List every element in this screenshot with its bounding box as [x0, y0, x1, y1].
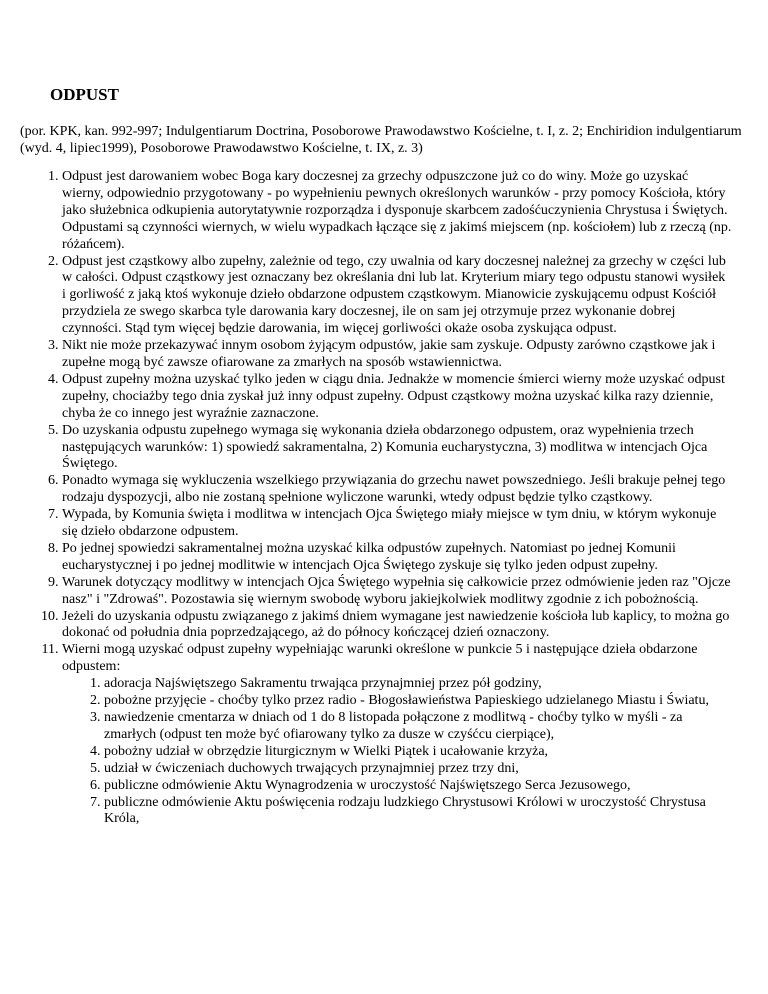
main-list	[0, 169, 760, 828]
list-item: 7. Wypada, by Komunia święta i modlitwa w intencjach Ojca Świętego miały miejsce w tym dniu, w którym wykonuje się dzieło obdarzone odpustem.	[62, 507, 760, 541]
list-item-with-sublist	[62, 642, 760, 828]
sub-list-item: 6. publiczne odmówienie Aktu Wynagrodzenia w uroczystość Najświętszego Serca Jezusowego,	[104, 778, 732, 795]
list-item: 10. Jeżeli do uzyskania odpustu związanego z jakimś dniem wymagane jest nawiedzenie kościoła lub kaplicy, to można go dokonać od południa dnia poprzedzającego, aż do północy kończącej dzień oznaczony.	[62, 609, 760, 643]
sub-list-item: 1. adoracja Najświętszego Sakramentu trwająca przynajmniej przez pół godziny,	[104, 676, 732, 693]
sub-list-item: 2. pobożne przyjęcie - choćby tylko przez radio - Błogosławieństwa Papieskiego udzielanego Miastu i Światu,	[104, 693, 732, 710]
list-item: 6. Ponadto wymaga się wykluczenia wszelkiego przywiązania do grzechu nawet powszedniego. Jeśli brakuje pełnej tego rodzaju dyspozycji, albo nie zostaną spełnione wyliczone warunki, wtedy odpust będzie tylko cząstkowy.	[62, 473, 760, 507]
list-item: 2. Odpust jest cząstkowy albo zupełny, zależnie od tego, czy uwalnia od kary doczesnej należnej za grzechy w części lub w całości. Odpust cząstkowy jest oznaczany bez określania dni lub lat. Kryterium miary tego odpustu stanowi wysiłek i gorliwość z jaką ktoś wykonuje dzieło obdarzone odpustem cząstkowym. Mianowicie zyskującemu odpust Kościół przydziela ze swego skarbca tyle darowania kary doczesnej, ile on sam jej otrzymuje przez wykonanie dobrej czynności. Stąd tym więcej będzie darowania, im więcej gorliwości okaże osoba zyskująca odpust.	[62, 254, 760, 339]
sub-list	[62, 676, 732, 828]
sub-list-item: 5. udział w ćwiczeniach duchowych trwających przynajmniej przez trzy dni,	[104, 761, 732, 778]
list-item: 5. Do uzyskania odpustu zupełnego wymaga się wykonania dzieła obdarzonego odpustem, oraz wypełnienia trzech następujących warunków: 1) spowiedź sakramentalna, 2) Komunia eucharystyczna, 3) modlitwa w intencjach Ojca Świętego.	[62, 423, 760, 474]
page-title: ODPUST	[50, 85, 119, 104]
list-item: 1. Odpust jest darowaniem wobec Boga kary doczesnej za grzechy odpuszczone już co do winy. Może go uzyskać wierny, odpowiednio przygotowany - po wypełnieniu pewnych określonych warunków - przy pomocy Kościoła, który jako służebnica odkupienia autorytatywnie rozporządza i dysponuje skarbcem zadośćuczynienia Chrystusa i Świętych. Odpustami są czynności wiernych, w wielu wypadkach łączące się z jakimś miejscem (np. kościołem) lub z rzeczą (np. różańcem).	[62, 169, 760, 254]
list-item: 3. Nikt nie może przekazywać innym osobom żyjącym odpustów, jakie sam zyskuje. Odpusty zarówno cząstkowe jak i zupełne mogą być zawsze ofiarowane za zmarłych na sposób wstawiennictwa.	[62, 338, 760, 372]
sub-list-item: 4. pobożny udział w obrzędzie liturgicznym w Wielki Piątek i ucałowanie krzyża,	[104, 744, 732, 761]
list-item: 9. Warunek dotyczący modlitwy w intencjach Ojca Świętego wypełnia się całkowicie przez odmówienie jeden raz "Ojcze nasz" i "Zdrowaś". Pozostawia się wiernym swobodę wyboru jakiejkolwiek modlitwy zgodnie z ich pobożnością.	[62, 575, 760, 609]
intro-references: (por. KPK, kan. 992-997; Indulgentiarum Doctrina, Posoborowe Prawodawstwo Kościelne, t. I, z. 2; Enchiridion indulgentiarum (wyd. 4, lipiec1999), Posoborowe Prawodawstwo Kościelne, t. IX, z. 3)	[20, 124, 742, 156]
list-item-text: Wierni mogą uzyskać odpust zupełny wypełniając warunki określone w punkcie 5 i następujące dzieła obdarzone odpustem:	[62, 642, 698, 675]
list-item: 8. Po jednej spowiedzi sakramentalnej można uzyskać kilka odpustów zupełnych. Natomiast po jednej Komunii eucharystycznej i po jednej modlitwie w intencjach Ojca Świętego zyskuje się tylko jeden odpust zupełny.	[62, 541, 760, 575]
sub-list-item: 3. nawiedzenie cmentarza w dniach od 1 do 8 listopada połączone z modlitwą - choćby tylko w myśli - za zmarłych (odpust ten może być ofiarowany tylko za dusze w czyśćcu cierpiące),	[104, 710, 732, 744]
sub-list-item: 7. publiczne odmówienie Aktu poświęcenia rodzaju ludzkiego Chrystusowi Królowi w uroczystość Chrystusa Króla,	[104, 795, 732, 829]
list-item: 4. Odpust zupełny można uzyskać tylko jeden w ciągu dnia. Jednakże w momencie śmierci wierny może uzyskać odpust zupełny, chociażby tego dnia zyskał już inny odpust zupełny. Odpust cząstkowy można uzyskać kilka razy dziennie, chyba że co innego jest wyraźnie zaznaczone.	[62, 372, 760, 423]
